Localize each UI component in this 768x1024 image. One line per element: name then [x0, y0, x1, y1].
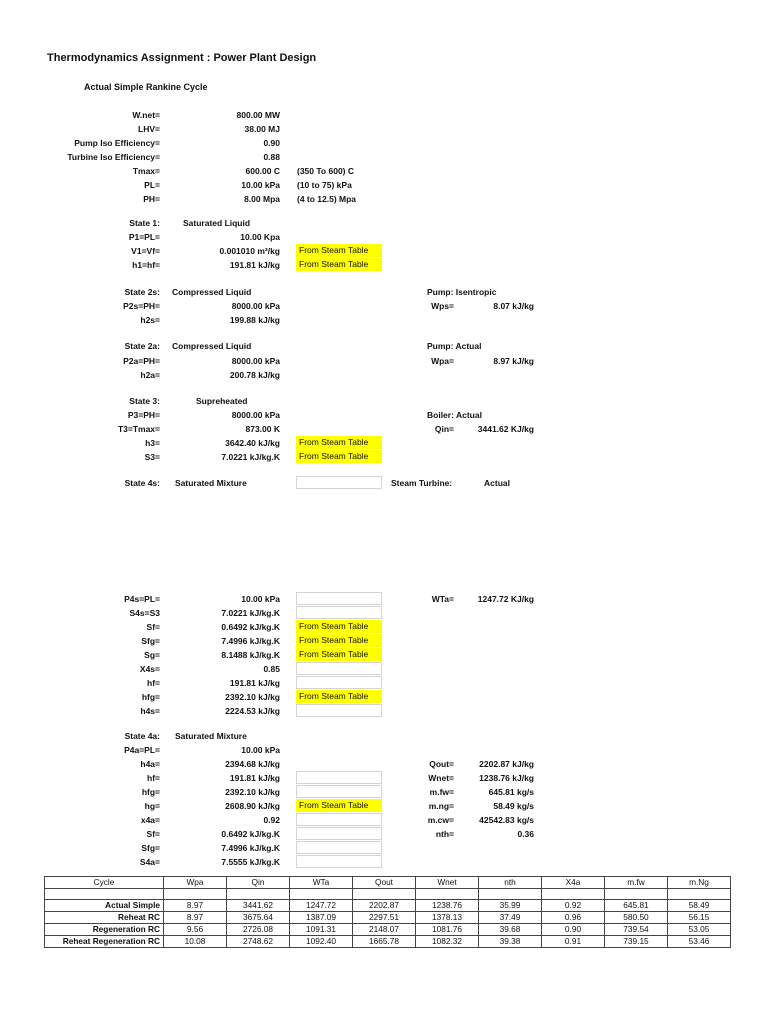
table-header-row — [45, 877, 731, 889]
turbine-work-value: 1247.72 KJ/kg — [477, 594, 534, 604]
table-cell: 1238.76 — [416, 900, 479, 912]
state-value: 2224.53 kJ/kg — [225, 706, 280, 716]
table-cell: 2202.87 — [353, 900, 416, 912]
state-value: 7.4996 kJ/kg.K — [221, 636, 280, 646]
input-range-note: (4 to 12.5) Mpa — [297, 194, 357, 204]
state4a-desc: Saturated Mixture — [175, 731, 247, 741]
table-cell: 35.99 — [479, 900, 542, 912]
table-header-cell: X4a — [542, 877, 605, 889]
pump-isentropic-value: 8.07 kJ/kg — [493, 301, 534, 311]
input-label: W.net= — [132, 110, 160, 120]
steam-table-tag: From Steam Table — [296, 648, 382, 661]
state-value: 0.001010 m³/kg — [219, 246, 280, 256]
state-value: 200.78 kJ/kg — [229, 370, 280, 380]
table-cell: 8.97 — [164, 900, 227, 912]
table-cell — [290, 889, 353, 900]
table-cell: 39.68 — [479, 924, 542, 936]
page-title: Thermodynamics Assignment : Power Plant Design — [47, 52, 317, 64]
state1-title: State 1: — [129, 218, 160, 228]
state-value: 3642.40 kJ/kg — [225, 438, 280, 448]
state-value: 8000.00 kPa — [231, 301, 280, 311]
table-cell: 58.49 — [668, 900, 731, 912]
pump-actual-value: 8.97 kJ/kg — [493, 356, 534, 366]
state-label: P1=PL= — [128, 232, 160, 242]
state-label: S4a= — [139, 857, 160, 867]
state-value: 7.0221 kJ/kg.K — [221, 608, 280, 618]
input-value: 800.00 MW — [236, 110, 280, 120]
result-label: m.ng= — [428, 801, 454, 811]
state2s-desc: Compressed Liquid — [172, 287, 252, 297]
table-cell: 1091.31 — [290, 924, 353, 936]
state4s-title: State 4s: — [124, 478, 160, 488]
empty-cell — [296, 476, 382, 489]
table-header-cell: Wnet — [416, 877, 479, 889]
input-value: 600.00 C — [245, 166, 280, 176]
pump-isentropic-label: Wps= — [431, 301, 454, 311]
state-label: hfg= — [141, 692, 160, 702]
pump-actual-title: Pump: Actual — [427, 341, 482, 351]
steam-table-tag: From Steam Table — [296, 258, 382, 271]
state-label: V1=Vf= — [131, 246, 160, 256]
state-label: P2a=PH= — [123, 356, 160, 366]
empty-cell — [296, 606, 382, 619]
state-value: 191.81 kJ/kg — [229, 678, 280, 688]
table-header-cell: m.fw — [605, 877, 668, 889]
table-cell: 8.97 — [164, 912, 227, 924]
table-cell — [227, 889, 290, 900]
result-value: 58.49 kg/s — [493, 801, 534, 811]
state-value: 0.6492 kJ/kg.K — [221, 622, 280, 632]
table-row — [45, 936, 731, 948]
table-cell: 645.81 — [605, 900, 668, 912]
steam-table-tag: From Steam Table — [296, 690, 382, 703]
table-header-cell: m.Ng — [668, 877, 731, 889]
boiler-qin-value: 3441.62 KJ/kg — [477, 424, 534, 434]
state-label: S4s=S3 — [129, 608, 160, 618]
state2a-title: State 2a: — [124, 341, 160, 351]
state-label: h3= — [145, 438, 160, 448]
empty-cell — [296, 676, 382, 689]
table-cell: 2726.08 — [227, 924, 290, 936]
state-value: 2392.10 kJ/kg — [225, 787, 280, 797]
state-label: Sfg= — [141, 636, 160, 646]
summary-table — [44, 876, 731, 948]
table-cell: 9.56 — [164, 924, 227, 936]
table-cell: 1665.78 — [353, 936, 416, 948]
state-label: P4a=PL= — [124, 745, 160, 755]
table-header-cell: Qout — [353, 877, 416, 889]
state-value: 2394.68 kJ/kg — [225, 759, 280, 769]
table-cell: 2148.07 — [353, 924, 416, 936]
state-value: 10.00 kPa — [241, 594, 280, 604]
steam-turbine-title: Steam Turbine: — [391, 478, 453, 488]
state3-title: State 3: — [129, 396, 160, 406]
table-header-cell: nth — [479, 877, 542, 889]
input-label: Turbine Iso Efficiency= — [67, 152, 160, 162]
input-value: 10.00 kPa — [241, 180, 280, 190]
result-label: Wnet= — [428, 773, 454, 783]
state-label: h4a= — [140, 759, 160, 769]
empty-cell — [296, 785, 382, 798]
steam-table-tag: From Steam Table — [296, 436, 382, 449]
empty-cell — [296, 827, 382, 840]
state-value: 7.0221 kJ/kg.K — [221, 452, 280, 462]
boiler-qin-label: Qin= — [434, 424, 454, 434]
state-label: Sf= — [146, 622, 160, 632]
state-label: h1=hf= — [132, 260, 160, 270]
table-cell: 53.46 — [668, 936, 731, 948]
state-value: 8.1488 kJ/kg.K — [221, 650, 280, 660]
table-header-cell: Cycle — [45, 877, 164, 889]
table-row — [45, 912, 731, 924]
state-value: 8000.00 kPa — [231, 356, 280, 366]
result-value: 645.81 kg/s — [488, 787, 534, 797]
input-range-note: (10 to 75) kPa — [297, 180, 352, 190]
table-cell: 53.05 — [668, 924, 731, 936]
state1-desc: Saturated Liquid — [183, 218, 251, 228]
state-value: 7.5555 kJ/kg.K — [221, 857, 280, 867]
table-cell: 1082.32 — [416, 936, 479, 948]
table-cell: 0.92 — [542, 900, 605, 912]
state-value: 7.4996 kJ/kg.K — [221, 843, 280, 853]
input-value: 0.88 — [263, 152, 280, 162]
state3-desc: Supreheated — [196, 396, 248, 406]
steam-table-tag: From Steam Table — [296, 634, 382, 647]
input-value: 8.00 Mpa — [244, 194, 280, 204]
table-cell: 3675.64 — [227, 912, 290, 924]
table-cell: 56.15 — [668, 912, 731, 924]
section-subtitle: Actual Simple Rankine Cycle — [84, 82, 208, 92]
table-cell — [542, 889, 605, 900]
table-cell: 37.49 — [479, 912, 542, 924]
table-cell — [45, 889, 164, 900]
state-label: P3=PH= — [127, 410, 160, 420]
empty-cell — [296, 592, 382, 605]
empty-cell — [296, 662, 382, 675]
state-label: hf= — [147, 678, 160, 688]
state-label: P4s=PL= — [124, 594, 160, 604]
table-cell: 739.15 — [605, 936, 668, 948]
state-value: 10.00 kPa — [241, 745, 280, 755]
state-label: Sfg= — [141, 843, 160, 853]
result-label: m.fw= — [429, 787, 454, 797]
state-label: hfg= — [141, 787, 160, 797]
state2s-title: State 2s: — [124, 287, 160, 297]
state-value: 199.88 kJ/kg — [229, 315, 280, 325]
state-value: 0.85 — [263, 664, 280, 674]
table-cell — [605, 889, 668, 900]
steam-turbine-desc: Actual — [484, 478, 510, 488]
table-header-cell: Wpa — [164, 877, 227, 889]
result-value: 1238.76 kJ/kg — [479, 773, 534, 783]
table-cell: 3441.62 — [227, 900, 290, 912]
state-label: h2s= — [140, 315, 160, 325]
state-label: x4a= — [140, 815, 160, 825]
state-label: Sg= — [144, 650, 160, 660]
steam-table-tag: From Steam Table — [296, 244, 382, 257]
state-value: 191.81 kJ/kg — [229, 260, 280, 270]
state-label: h4s= — [140, 706, 160, 716]
state-label: T3=Tmax= — [117, 424, 160, 434]
state-value: 10.00 Kpa — [240, 232, 280, 242]
pump-actual-label: Wpa= — [431, 356, 454, 366]
table-cell: Regeneration RC — [45, 924, 164, 936]
state-value: 2392.10 kJ/kg — [225, 692, 280, 702]
table-cell: 39.38 — [479, 936, 542, 948]
table-row — [45, 924, 731, 936]
steam-table-tag: From Steam Table — [296, 620, 382, 633]
state2a-desc: Compressed Liquid — [172, 341, 252, 351]
input-label: PH= — [143, 194, 160, 204]
result-label: Qout= — [429, 759, 454, 769]
state-label: hg= — [144, 801, 160, 811]
state-value: 0.92 — [263, 815, 280, 825]
state4s-desc: Saturated Mixture — [175, 478, 247, 488]
empty-cell — [296, 855, 382, 868]
result-label: nth= — [435, 829, 454, 839]
result-value: 42542.83 kg/s — [479, 815, 534, 825]
empty-cell — [296, 813, 382, 826]
input-label: Pump Iso Efficiency= — [74, 138, 160, 148]
input-label: PL= — [144, 180, 160, 190]
table-cell: 1378.13 — [416, 912, 479, 924]
state-label: hf= — [147, 773, 160, 783]
state-value: 8000.00 kPa — [231, 410, 280, 420]
input-value: 0.90 — [263, 138, 280, 148]
table-row — [45, 900, 731, 912]
input-label: LHV= — [138, 124, 160, 134]
table-cell: 1081.76 — [416, 924, 479, 936]
table-cell — [164, 889, 227, 900]
state-value: 0.6492 kJ/kg.K — [221, 829, 280, 839]
table-header-cell: Qin — [227, 877, 290, 889]
state-value: 191.81 kJ/kg — [229, 773, 280, 783]
state-value: 2608.90 kJ/kg — [225, 801, 280, 811]
table-cell — [353, 889, 416, 900]
state-label: X4s= — [139, 664, 160, 674]
table-cell — [416, 889, 479, 900]
state-label: h2a= — [140, 370, 160, 380]
empty-cell — [296, 771, 382, 784]
table-cell: 2297.51 — [353, 912, 416, 924]
state-label: S3= — [144, 452, 160, 462]
input-value: 38.00 MJ — [244, 124, 280, 134]
table-cell: 2748.62 — [227, 936, 290, 948]
state-label: P2s=PH= — [123, 301, 160, 311]
result-label: m.cw= — [427, 815, 454, 825]
table-cell: Reheat RC — [45, 912, 164, 924]
input-label: Tmax= — [132, 166, 160, 176]
table-header-cell: WTa — [290, 877, 353, 889]
boiler-actual-title: Boiler: Actual — [427, 410, 482, 420]
state-value: 873.00 K — [245, 424, 280, 434]
table-cell: 1092.40 — [290, 936, 353, 948]
table-cell: 0.96 — [542, 912, 605, 924]
result-value: 0.36 — [517, 829, 534, 839]
empty-cell — [296, 704, 382, 717]
table-cell — [479, 889, 542, 900]
steam-table-tag: From Steam Table — [296, 799, 382, 812]
pump-isentropic-title: Pump: Isentropic — [427, 287, 497, 297]
table-cell: 739.54 — [605, 924, 668, 936]
table-cell: 580.50 — [605, 912, 668, 924]
turbine-work-label: WTa= — [431, 594, 454, 604]
empty-cell — [296, 841, 382, 854]
steam-table-tag: From Steam Table — [296, 450, 382, 463]
table-cell: 1387.09 — [290, 912, 353, 924]
input-range-note: (350 To 600) C — [297, 166, 355, 176]
result-value: 2202.87 kJ/kg — [479, 759, 534, 769]
table-cell: 10.08 — [164, 936, 227, 948]
state4a-title: State 4a: — [124, 731, 160, 741]
table-cell: 0.90 — [542, 924, 605, 936]
table-row — [45, 889, 731, 900]
table-cell: Reheat Regeneration RC — [45, 936, 164, 948]
table-cell: Actual Simple — [45, 900, 164, 912]
table-cell — [668, 889, 731, 900]
table-cell: 0.91 — [542, 936, 605, 948]
table-cell: 1247.72 — [290, 900, 353, 912]
state-label: Sf= — [146, 829, 160, 839]
